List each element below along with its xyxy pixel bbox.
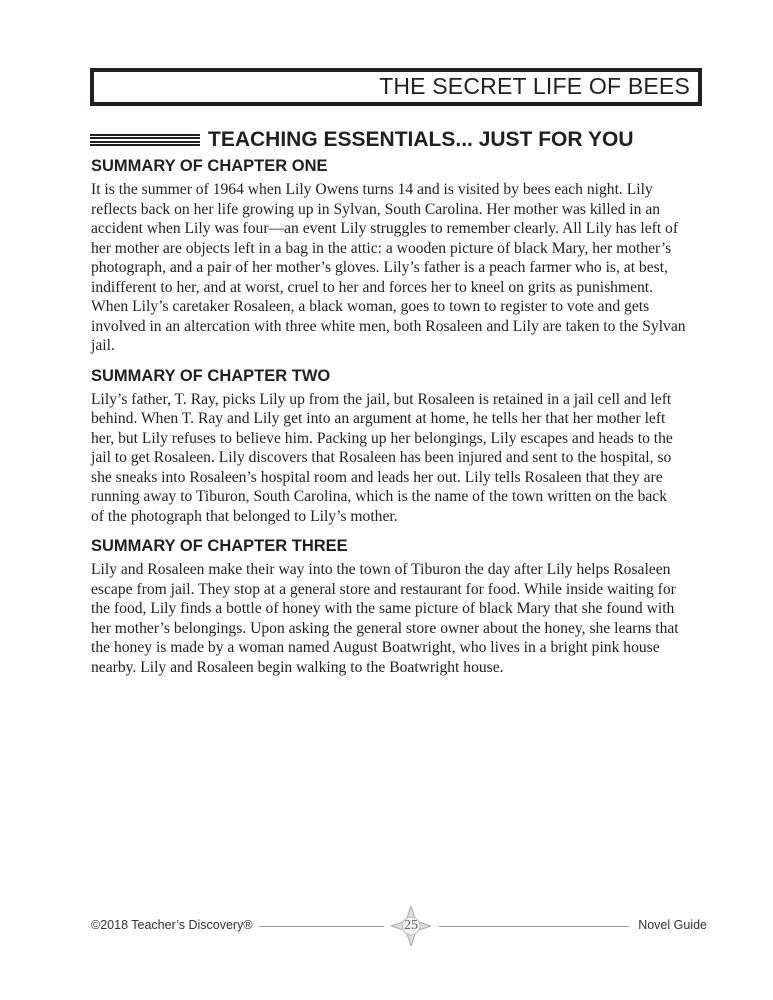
chapter-three-summary [91, 560, 721, 677]
page-number: 25 [404, 918, 418, 933]
chapter-two-summary [91, 390, 721, 527]
text-line: she sneaks into Rosaleen’s hospital room and leads her out. Lily tells Rosaleen that they are [91, 468, 663, 486]
text-line: the honey is made by a woman named August Boatwright, who lives in a bright pink house [91, 639, 660, 656]
book-title: THE SECRET LIFE OF BEES [379, 73, 690, 99]
text-line: Lily and Rosaleen make their way into the town of Tiburon the day after Lily helps Rosaleen [91, 561, 671, 578]
footer-rule-right [439, 926, 629, 927]
text-line: When Lily’s caretaker Rosaleen, a black woman, goes to town to register to vote and gets [91, 298, 650, 315]
chapter-two-heading: SUMMARY OF CHAPTER TWO [91, 366, 331, 385]
footer-guide-label: Novel Guide [638, 918, 707, 932]
text-line: involved in an altercation with three white men, both Rosaleen and Lily are taken to the Sylvan [91, 317, 686, 335]
text-line: jail to get Rosaleen. Lily discovers that Rosaleen has been injured and sent to the hospital, so [91, 449, 672, 466]
summaries [91, 156, 721, 677]
text-line: her mother’s belongings. Upon asking the general store owner about the honey, she learns that [91, 619, 679, 637]
title-box [90, 68, 702, 106]
text-line: Lily’s father, T. Ray, picks Lily up from the jail, but Rosaleen is retained in a jail cell and left [91, 390, 672, 408]
text-line: It is the summer of 1964 when Lily Owens turns 14 and is visited by bees each night. Lily [91, 181, 653, 198]
text-line: accident when Lily was four—an event Lily struggles to remember clearly. All Lily has left of [91, 220, 679, 237]
text-line: her, but Lily refuses to believe him. Packing up her belongings, Lily escapes and heads to the [91, 429, 673, 447]
footer-rule-left [259, 926, 384, 927]
triple-lines-icon [90, 134, 200, 147]
page-footer [91, 916, 707, 936]
text-line: nearby. Lily and Rosaleen begin walking to the Boatwright house. [91, 658, 504, 676]
text-line: running away to Tiburon, South Carolina, which is the name of the town written on the back [91, 488, 668, 505]
text-line: jail. [91, 337, 115, 354]
text-line: reflects back on her life growing up in Sylvan, South Carolina. Her mother was killed in an [91, 200, 661, 218]
page-number-badge [391, 906, 431, 946]
section-heading [90, 128, 634, 152]
text-line: indifferent to her, and at worst, cruel to her and forces her to kneel on grits as punishment. [91, 278, 654, 296]
section-heading-text: TEACHING ESSENTIALS... JUST FOR YOU [208, 128, 634, 151]
text-line: the food, Lily finds a bottle of honey with the same picture of black Mary that she found with [91, 600, 675, 617]
chapter-three-heading: SUMMARY OF CHAPTER THREE [91, 537, 348, 555]
chapter-one-summary [91, 180, 721, 356]
text-line: of the photograph that belonged to Lily’s mother. [91, 507, 398, 525]
text-line: photograph, and a pair of her mother’s gloves. Lily’s father is a peach farmer who is, at best, [91, 259, 668, 276]
chapter-one-heading: SUMMARY OF CHAPTER ONE [91, 157, 328, 175]
copyright: ©2018 Teacher’s Discovery® [91, 918, 253, 932]
text-line: her mother are objects left in a bag in the attic: a wooden picture of black Mary, her mother’s [91, 239, 672, 257]
text-line: escape from jail. They stop at a general store and restaurant for food. While inside waiting for [91, 580, 676, 598]
text-line: behind. When T. Ray and Lily get into an argument at home, he tells her that her mother left [91, 410, 666, 427]
